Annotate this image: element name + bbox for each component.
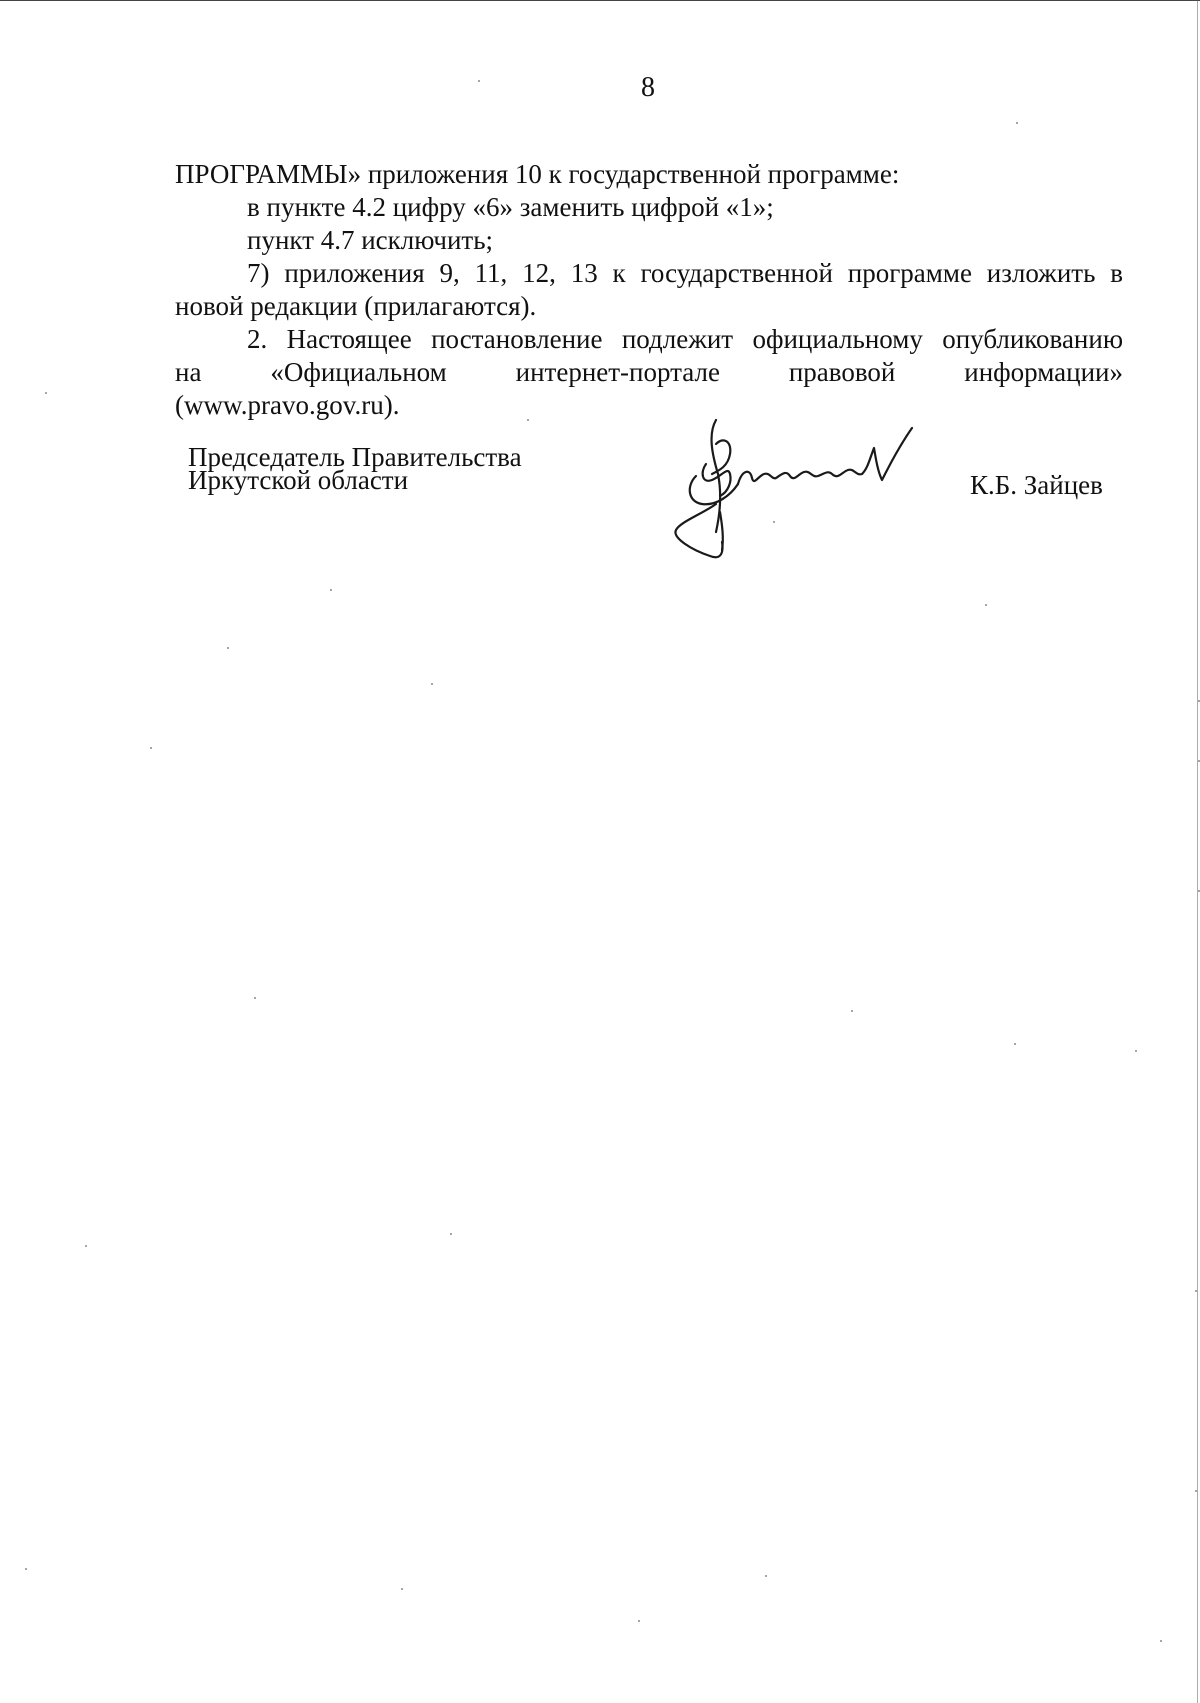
scan-speck xyxy=(527,419,529,421)
scan-speck xyxy=(1016,122,1018,124)
scan-speck xyxy=(638,1620,640,1622)
text-line: 2. Настоящее постановление подлежит официальному опубликованию xyxy=(247,324,1123,354)
scan-speck xyxy=(773,521,775,523)
scan-speck xyxy=(450,1233,452,1235)
scan-edge-top xyxy=(0,0,1200,1)
scan-speck xyxy=(45,392,47,394)
scan-speck xyxy=(330,589,332,591)
signer-title-line2: Иркутской области xyxy=(188,465,409,495)
scan-speck xyxy=(150,747,152,749)
scan-speck xyxy=(1160,1640,1162,1642)
scan-speck xyxy=(85,1245,87,1247)
scan-speck xyxy=(431,683,433,685)
text-line: ПРОГРАММЫ» приложения 10 к государственной программе: xyxy=(175,159,900,189)
scan-speck xyxy=(401,1588,403,1590)
text-line-justified: на «Официальном интернет-портале правовой информации» xyxy=(175,357,1123,387)
signer-title-line1: Председатель Правительства xyxy=(188,442,522,472)
scan-speck xyxy=(1195,1290,1197,1292)
text-line: новой редакции (прилагаются). xyxy=(175,291,537,321)
scan-speck xyxy=(1135,1050,1137,1052)
text-line xyxy=(175,356,1123,389)
scan-speck xyxy=(25,1568,27,1570)
text-line: (www.pravo.gov.ru). xyxy=(175,390,400,420)
scan-speck xyxy=(227,647,229,649)
scan-speck xyxy=(1014,1043,1016,1045)
scan-speck xyxy=(985,604,987,606)
signer-name: К.Б. Зайцев xyxy=(970,470,1103,500)
signer-title xyxy=(188,442,522,495)
text-line: 7) приложения 9, 11, 12, 13 к государственной программе изложить в xyxy=(247,258,1123,288)
text-line: в пункте 4.2 цифру «6» заменить цифрой «1»; xyxy=(247,192,774,222)
scan-edge-right xyxy=(1197,0,1198,1703)
text-line: пункт 4.7 исключить; xyxy=(247,225,494,255)
page-number: 8 xyxy=(641,72,655,103)
scan-speck xyxy=(254,997,256,999)
scan-speck xyxy=(851,1010,853,1012)
handwritten-signature xyxy=(672,414,932,574)
scan-speck xyxy=(765,1575,767,1577)
scan-speck xyxy=(1195,1490,1197,1492)
scan-speck xyxy=(478,80,480,82)
